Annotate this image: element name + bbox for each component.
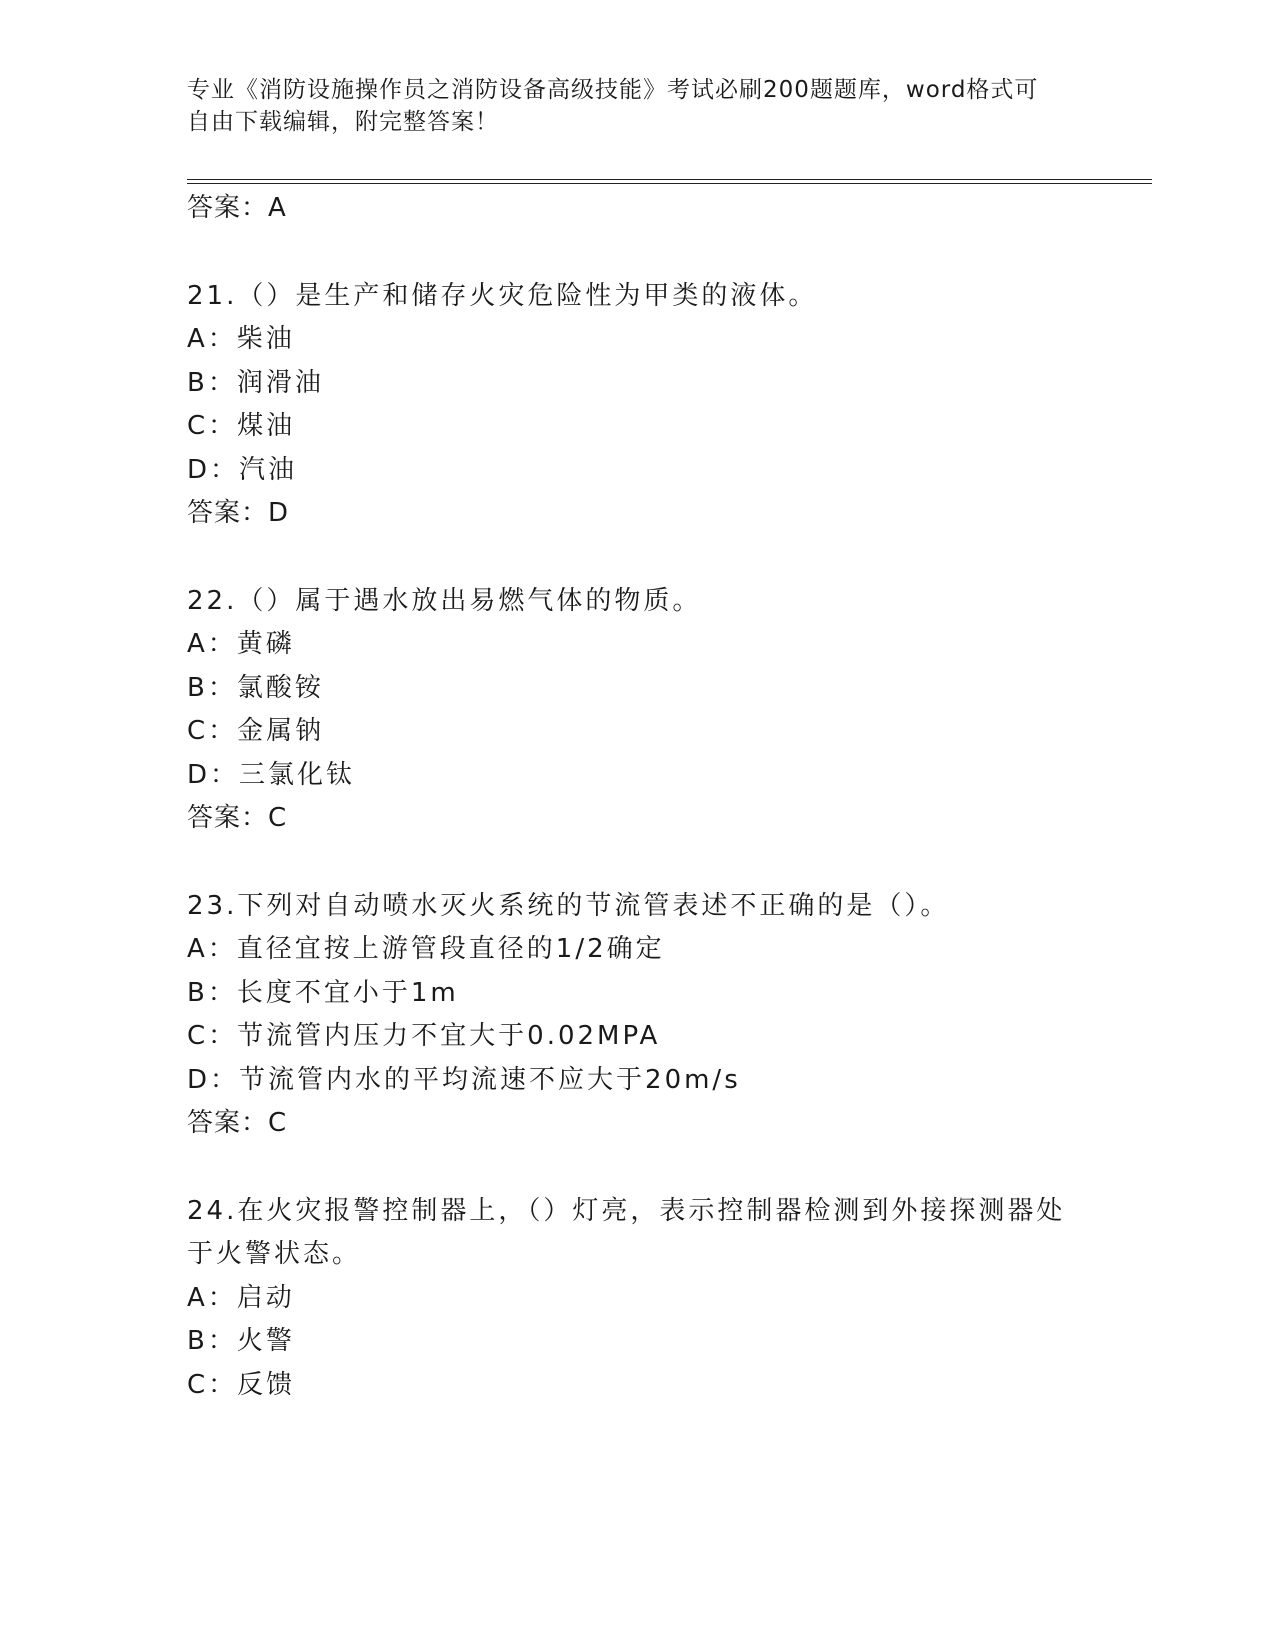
- question-stem-23: 23.下列对自动喷水灭火系统的节流管表述不正确的是（）。: [187, 891, 950, 921]
- option-21-c: C：煤油: [187, 411, 296, 441]
- option-21-d: D：汽油: [187, 455, 298, 485]
- option-22-b: B：氯酸铵: [187, 673, 324, 703]
- header-line-2: 自由下载编辑，附完整答案！: [187, 109, 499, 135]
- option-22-a: A：黄磷: [187, 629, 295, 659]
- option-24-c: C：反馈: [187, 1370, 296, 1400]
- option-22-c: C：金属钠: [187, 716, 325, 746]
- option-21-b: B：润滑油: [187, 368, 324, 398]
- answer-line: 答案：A: [187, 193, 287, 223]
- header-divider-top: [187, 179, 1152, 180]
- option-22-d: D：三氯化钛: [187, 760, 356, 790]
- header-line-1: 专业《消防设施操作员之消防设备高级技能》考试必刷200题题库，word格式可: [187, 77, 1039, 103]
- question-stem-24-line-1: 24.在火灾报警控制器上，（）灯亮，表示控制器检测到外接探测器处: [187, 1196, 1066, 1226]
- option-23-d: D：节流管内水的平均流速不应大于20m/s: [187, 1065, 741, 1095]
- answer-22: 答案：C: [187, 803, 288, 833]
- question-stem-22: 22.（）属于遇水放出易燃气体的物质。: [187, 586, 702, 616]
- header-divider-bottom: [187, 183, 1152, 184]
- answer-23: 答案：C: [187, 1108, 288, 1138]
- option-24-b: B：火警: [187, 1326, 295, 1356]
- option-21-a: A：柴油: [187, 324, 295, 354]
- option-23-b: B：长度不宜小于1m: [187, 978, 459, 1008]
- question-stem-21: 21.（）是生产和储存火灾危险性为甲类的液体。: [187, 281, 818, 311]
- answer-21: 答案：D: [187, 498, 290, 528]
- option-23-a: A：直径宜按上游管段直径的1/2确定: [187, 934, 665, 964]
- option-24-a: A：启动: [187, 1283, 295, 1313]
- document-header: [187, 74, 1087, 138]
- question-stem-24-line-2: 于火警状态。: [187, 1239, 362, 1269]
- option-23-c: C：节流管内压力不宜大于0.02MPA: [187, 1021, 661, 1051]
